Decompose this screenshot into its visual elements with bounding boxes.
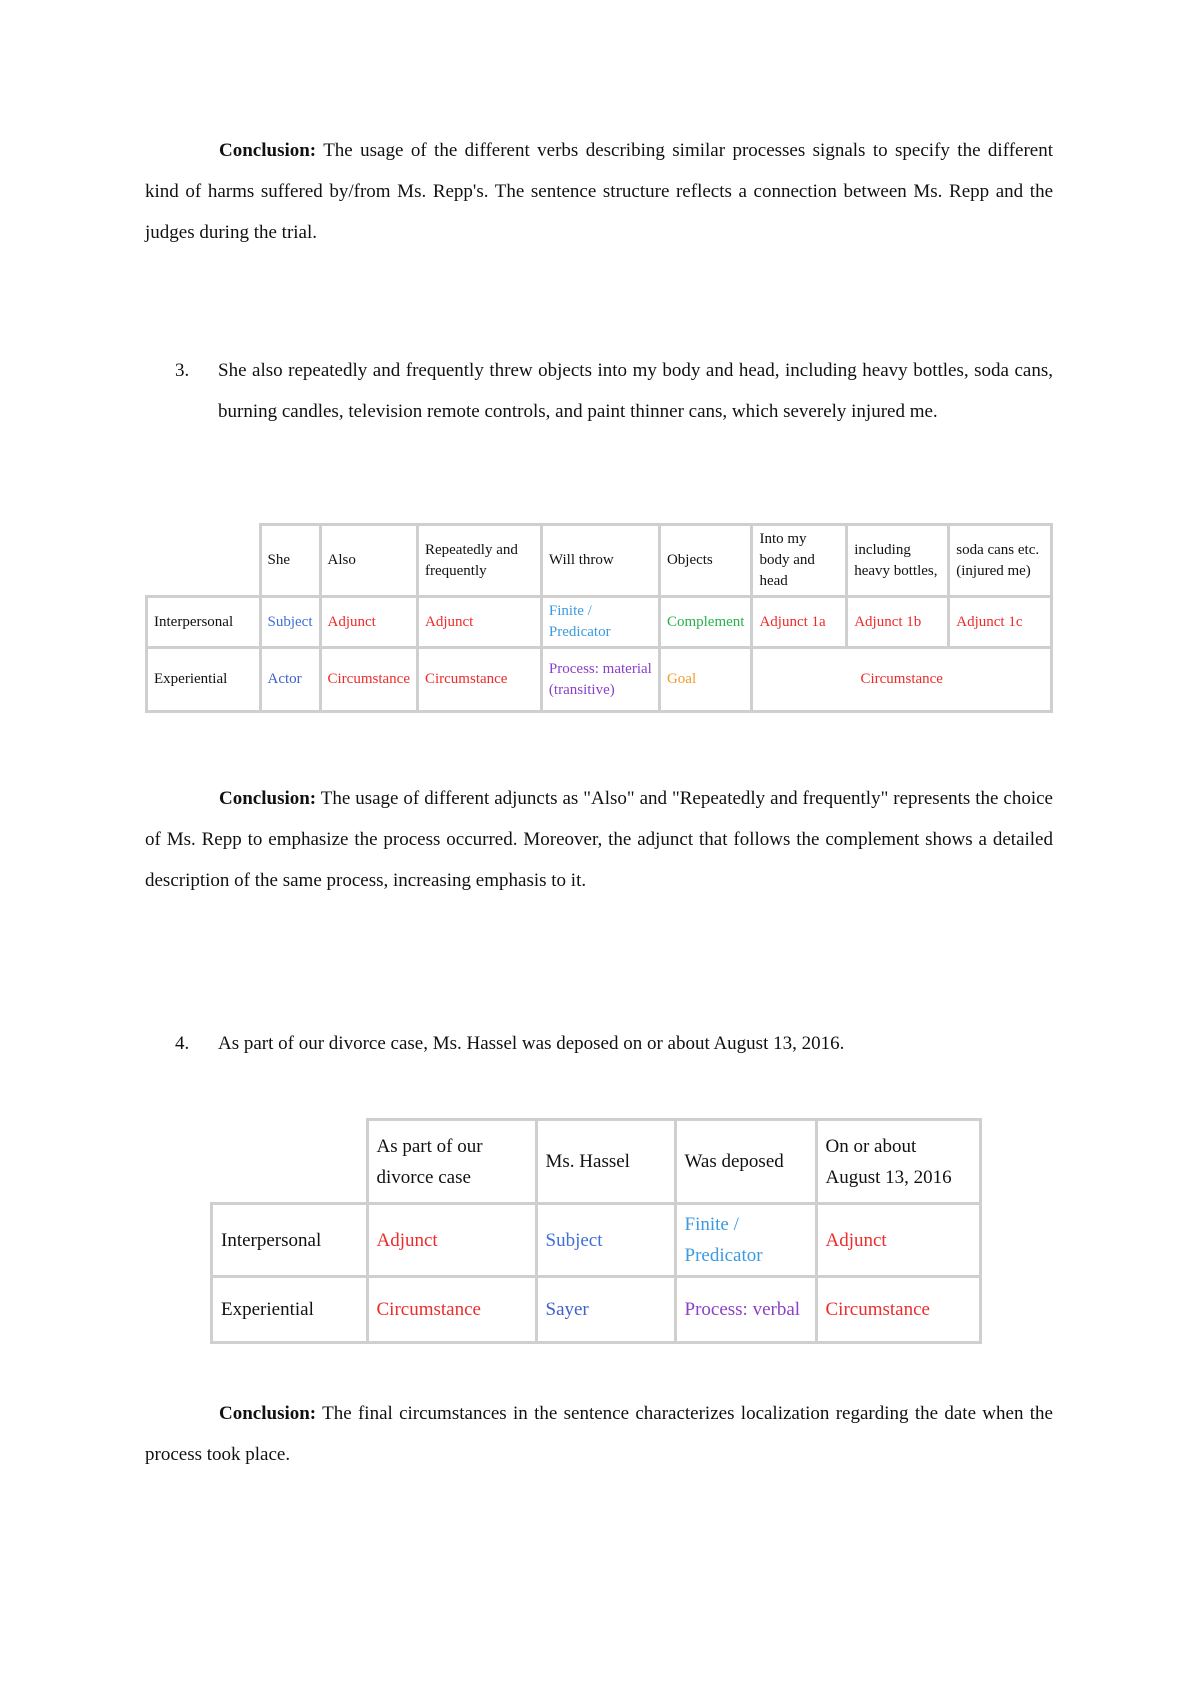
list-item-3 xyxy=(175,350,1053,432)
table-row xyxy=(212,1204,981,1277)
table-header-cell: Ms. Hassel xyxy=(536,1120,675,1204)
table-cell: Circumstance xyxy=(367,1277,536,1343)
table-cell: Goal xyxy=(659,648,752,712)
table-header-cell: Repeatedly and frequently xyxy=(417,525,541,597)
table-corner-cell xyxy=(212,1120,368,1204)
analysis-table-1 xyxy=(145,523,1053,713)
table-cell: Process: verbal xyxy=(675,1277,816,1343)
list-item-text: As part of our divorce case, Ms. Hassel was deposed on or about August 13, 2016. xyxy=(218,1033,845,1054)
analysis-table-2 xyxy=(210,1118,982,1344)
table-header-row xyxy=(147,525,1052,597)
table-row xyxy=(212,1277,981,1343)
conclusion-label: Conclusion: xyxy=(219,140,317,161)
table-cell: Circumstance xyxy=(417,648,541,712)
table-header-cell: Also xyxy=(320,525,417,597)
row-label: Interpersonal xyxy=(212,1204,368,1277)
table-cell: Adjunct xyxy=(320,597,417,648)
table-header-cell: including heavy bottles, xyxy=(847,525,949,597)
table-corner-cell xyxy=(147,525,261,597)
conclusion-text: The usage of the different verbs describing similar processes signals to specify the different kind of harms suffered by/from Ms. Repp's. The sentence structure reflects a connection between Ms. Repp and the judges during the trial. xyxy=(145,140,1053,243)
table-cell: Circumstance xyxy=(816,1277,981,1343)
table-row xyxy=(147,648,1052,712)
table-header-cell: Will throw xyxy=(541,525,659,597)
table-cell: Subject xyxy=(260,597,320,648)
conclusion-label: Conclusion: xyxy=(219,1403,317,1424)
table-cell: Circumstance xyxy=(752,648,1052,712)
row-label: Interpersonal xyxy=(147,597,261,648)
table-header-cell: Into my body and head xyxy=(752,525,847,597)
table-header-cell: She xyxy=(260,525,320,597)
table-cell: Finite / Predicator xyxy=(541,597,659,648)
list-number: 4. xyxy=(175,1033,190,1054)
list-item-4 xyxy=(175,1023,1053,1064)
conclusion-paragraph-2 xyxy=(145,778,1053,901)
table-cell: Subject xyxy=(536,1204,675,1277)
conclusion-label: Conclusion: xyxy=(219,788,317,809)
table-cell: Process: material (transitive) xyxy=(541,648,659,712)
table-cell: Sayer xyxy=(536,1277,675,1343)
table-cell: Actor xyxy=(260,648,320,712)
table-header-row xyxy=(212,1120,981,1204)
list-item-text: She also repeatedly and frequently threw objects into my body and head, including heavy bottles, soda cans, burning candles, television remote controls, and paint thinner cans, which severely injured me. xyxy=(218,360,1053,422)
conclusion-text: The usage of different adjuncts as "Also" and "Repeatedly and frequently" represents the choice of Ms. Repp to emphasize the process occurred. Moreover, the adjunct that follows the complement shows a detailed description of the same process, increasing emphasis to it. xyxy=(145,788,1053,891)
table-cell: Adjunct 1a xyxy=(752,597,847,648)
list-number: 3. xyxy=(175,360,190,381)
table-cell: Circumstance xyxy=(320,648,417,712)
table-header-cell: On or about August 13, 2016 xyxy=(816,1120,981,1204)
table-cell: Adjunct xyxy=(367,1204,536,1277)
table-cell: Adjunct 1c xyxy=(949,597,1052,648)
table-header-cell: As part of our divorce case xyxy=(367,1120,536,1204)
table-header-cell: Was deposed xyxy=(675,1120,816,1204)
row-label: Experiential xyxy=(147,648,261,712)
conclusion-paragraph-1 xyxy=(145,130,1053,253)
table-cell: Adjunct xyxy=(417,597,541,648)
row-label: Experiential xyxy=(212,1277,368,1343)
table-header-cell: Objects xyxy=(659,525,752,597)
table-row xyxy=(147,597,1052,648)
conclusion-paragraph-3 xyxy=(145,1393,1053,1475)
table-cell: Adjunct 1b xyxy=(847,597,949,648)
table-cell: Adjunct xyxy=(816,1204,981,1277)
table-header-cell: soda cans etc. (injured me) xyxy=(949,525,1052,597)
conclusion-text: The final circumstances in the sentence characterizes localization regarding the date when the process took place. xyxy=(145,1403,1053,1465)
table-cell: Finite / Predicator xyxy=(675,1204,816,1277)
table-cell: Complement xyxy=(659,597,752,648)
